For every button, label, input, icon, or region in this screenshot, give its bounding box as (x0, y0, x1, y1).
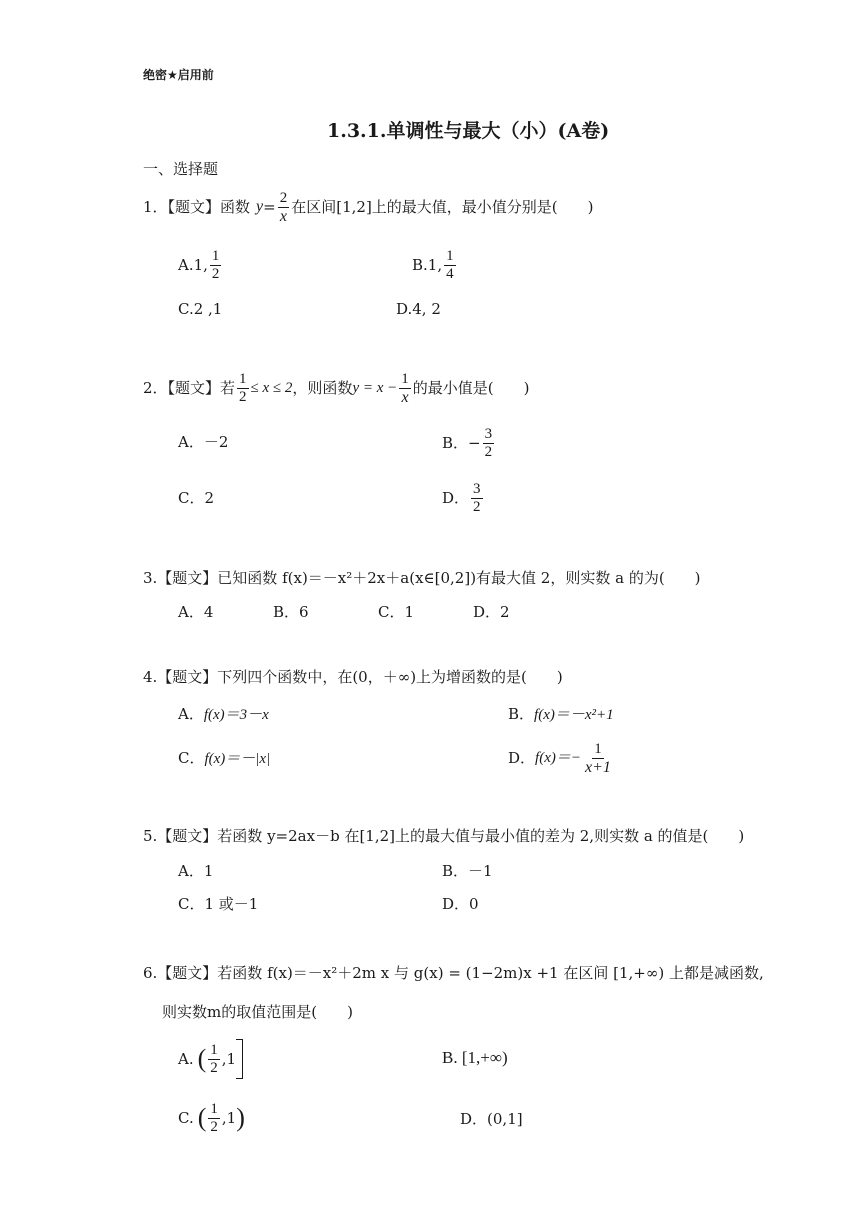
q6-option-d[interactable]: D．(0,1] (460, 1110, 523, 1128)
q4-option-a[interactable]: A．f(x)＝3－x (178, 705, 269, 723)
question-4: 4.【题文】下列四个函数中，在(0，＋∞)上为增函数的是( ) (143, 668, 563, 686)
q2-option-d[interactable]: D． $\frac{3}{2}$ (442, 480, 481, 515)
q3-option-b[interactable]: B．6 (273, 603, 309, 621)
q1-option-c[interactable]: C.2 ,1 (178, 300, 223, 318)
question-6-line-1: 6.【题文】若函数 f(x)＝－x²＋2m x 与 g(x) = (1−2m)x +1 在区间 [1,+∞) 上都是减函数, (143, 964, 764, 982)
question-1-suffix: 在区间[1,2]上的最大值，最小值分别是( ) (291, 198, 594, 216)
q6-option-c[interactable]: C. ( $\frac{1}{2}$ ,1 ) (178, 1100, 245, 1135)
closed-bracket-icon (236, 1039, 243, 1079)
q5-option-d[interactable]: D．0 (442, 895, 479, 913)
q5-option-c[interactable]: C．1 或－1 (178, 895, 259, 913)
question-2: 2．【题文】若 $\frac{1}{2}$ ≤ x ≤ 2 ，则函数 y = x − $\frac{1}{x}$ 的最小值是( ) (143, 370, 530, 406)
section-heading: 一、选择题 (143, 160, 219, 178)
q2-option-c[interactable]: C．2 (178, 489, 215, 507)
question-5: 5.【题文】若函数 y=2ax－b 在[1,2]上的最大值与最小值的差为 2,则实数 a 的值是( ) (143, 827, 745, 845)
q3-option-d[interactable]: D．2 (473, 603, 510, 621)
question-1 (143, 186, 594, 228)
q4-option-b[interactable]: B．f(x)＝－x²+1 (508, 705, 614, 723)
q1-option-b[interactable]: B.1, $\frac{1}{4}$ (412, 247, 454, 282)
page-title: 1.3.1.单调性与最大（小）(A卷) (327, 120, 610, 142)
q1-fraction: $\frac{2}{x}$ (279, 189, 288, 225)
q6-option-b[interactable]: B. [1,+∞) (442, 1048, 508, 1067)
question-6-line-2: 则实数m的取值范围是( ) (162, 1003, 353, 1021)
q4-option-c[interactable]: C．f(x)＝－|x| (178, 749, 271, 767)
question-3: 3.【题文】已知函数 f(x)＝－x²＋2x＋a(x∈[0,2])有最大值 2，则实数 a 的为( ) (143, 569, 701, 587)
confidential-label: 绝密★启用前 (143, 68, 214, 82)
q2-option-b[interactable]: B． − $\frac{3}{2}$ (442, 425, 493, 460)
q5-option-b[interactable]: B．－1 (442, 862, 493, 880)
q3-option-a[interactable]: A．4 (178, 603, 214, 621)
q1-option-d[interactable]: D.4, 2 (396, 300, 441, 318)
q1-y: y (256, 198, 264, 215)
q4-option-d[interactable]: D． f(x)＝− $\frac{1}{x+1}$ (508, 740, 611, 776)
q1-eq: = (263, 198, 276, 216)
q6-option-a[interactable]: A. ( $\frac{1}{2}$ ,1 (178, 1036, 243, 1082)
q5-option-a[interactable]: A．1 (178, 862, 214, 880)
q2-option-a[interactable]: A．－2 (178, 433, 229, 451)
q3-option-c[interactable]: C．1 (378, 603, 415, 621)
q1-option-a[interactable]: A.1, $\frac{1}{2}$ (178, 247, 220, 282)
question-1-prefix: 1．【题文】函数 (143, 198, 251, 216)
